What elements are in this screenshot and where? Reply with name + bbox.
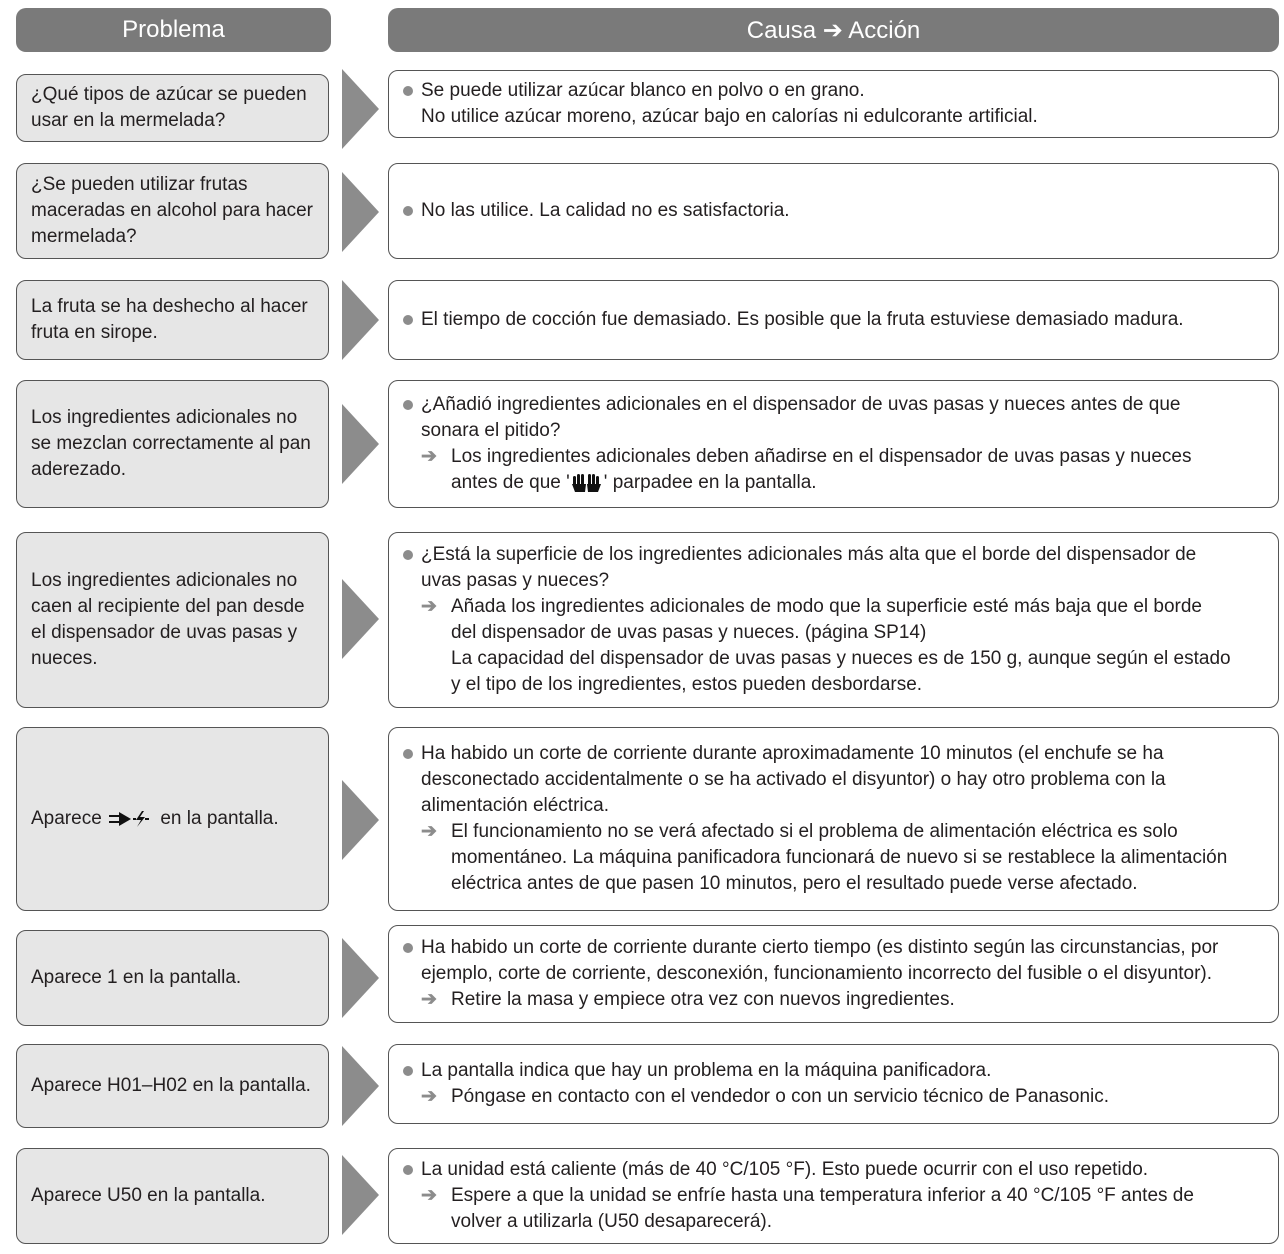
arrow-right-icon: ➔ [421,596,437,617]
problem-column-header: Problema [16,8,331,52]
action-text: Póngase en contacto con el vendedor o con un servicio técnico de Panasonic. [451,1086,1110,1107]
action-line [401,987,1264,1013]
chevron-right-arrow-icon [342,69,379,149]
action-text: Los ingredientes adicionales deben añadirse en el dispensador de uvas pasas y nueces [451,446,1192,467]
chevron-right-arrow-icon [342,1155,379,1235]
problem-cell-5 [16,532,329,708]
chevron-right-arrow-icon [342,1046,379,1126]
chevron-right-arrow-icon [342,280,379,360]
cause-bullet: Ha habido un corte de corriente durante aproximadamente 10 minutos (el enchufe se ha [401,741,1264,767]
action-text: Retire la masa y empiece otra vez con nuevos ingredientes. [451,989,955,1010]
problem-text: Aparece U50 en la pantalla. [31,1185,266,1206]
problem-cell-7 [16,930,329,1026]
cause-cell-6 [388,727,1279,911]
action-line [401,594,1264,620]
cause-bullet: No las utilice. La calidad no es satisfactoria. [401,198,1264,224]
cause-line: desconectado accidentalmente o se ha activado el disyuntor) o hay otro problema con la [421,769,1166,790]
chevron-right-arrow-icon [342,404,379,484]
action-text: ' parpadee en la pantalla. [603,472,817,493]
action-line [401,819,1264,845]
cause-bullet: ¿Añadió ingredientes adicionales en el dispensador de uvas pasas y nueces antes de que [401,392,1264,418]
cause-cell-8 [388,1044,1279,1124]
hands-icon [570,472,604,494]
action-line: eléctrica antes de que pasen 10 minutos, pero el resultado puede verse afectado. [451,873,1138,894]
cause-line: sonara el pitido? [421,420,561,441]
action-line [401,470,1264,496]
chevron-right-arrow-icon [342,172,379,252]
problem-text: Aparece 1 en la pantalla. [31,967,242,988]
action-line [401,444,1264,470]
problem-text-after: en la pantalla. [160,808,279,829]
cause-cell-4 [388,380,1279,508]
arrow-right-icon: ➔ [421,1185,437,1206]
cause-line: No utilice azúcar moreno, azúcar bajo en calorías ni edulcorante artificial. [421,106,1038,127]
cause-bullet: Se puede utilizar azúcar blanco en polvo o en grano. [401,78,1264,104]
cause-line: uvas pasas y nueces? [421,570,610,591]
problem-text [31,806,279,832]
action-text: Espere a que la unidad se enfríe hasta una temperatura inferior a 40 °C/105 °F antes de [451,1185,1194,1206]
cause-cell-1 [388,70,1279,138]
arrow-right-icon: ➔ [421,821,437,842]
problem-text: Aparece H01–H02 en la pantalla. [31,1075,311,1096]
arrow-right-icon: ➔ [421,1086,437,1107]
action-line [401,1183,1264,1209]
cause-cell-3 [388,280,1279,360]
action-line: momentáneo. La máquina panificadora funcionará de nuevo si se restablece la alimentación [451,847,1228,868]
problem-text: Los ingredientes adicionales no se mezclan correctamente al pan aderezado. [31,407,311,480]
action-line: del dispensador de uvas pasas y nueces. (página SP14) [451,622,927,643]
cause-bullet: El tiempo de cocción fue demasiado. Es posible que la fruta estuviese demasiado madura. [401,307,1264,333]
problem-cell-9 [16,1148,329,1244]
cause-line: ejemplo, corte de corriente, desconexión, funcionamiento incorrecto del fusible o el disyuntor). [421,963,1213,984]
cause-bullet: Ha habido un corte de corriente durante cierto tiempo (es distinto según las circunstancias, por [401,935,1264,961]
cause-cell-2 [388,163,1279,259]
arrow-right-icon: ➔ [421,446,437,467]
cause-line: alimentación eléctrica. [421,795,609,816]
action-line: volver a utilizarla (U50 desaparecerá). [451,1211,773,1232]
problem-cell-3 [16,280,329,360]
action-text: Añada los ingredientes adicionales de modo que la superficie esté más baja que el borde [451,596,1202,617]
cause-bullet: La pantalla indica que hay un problema en la máquina panificadora. [401,1058,1264,1084]
arrow-right-icon: ➔ [421,989,437,1010]
cause-column-header: Causa ➔ Acción [388,8,1279,52]
problem-cell-4 [16,380,329,508]
problem-text: ¿Se pueden utilizar frutas maceradas en alcohol para hacer mermelada? [31,174,314,247]
chevron-right-arrow-icon [342,579,379,659]
action-line: y el tipo de los ingredientes, estos pueden desbordarse. [451,674,923,695]
action-line: La capacidad del dispensador de uvas pasas y nueces es de 150 g, aunque según el estado [451,648,1231,669]
problem-text: ¿Qué tipos de azúcar se pueden usar en la mermelada? [31,84,307,131]
cause-bullet: La unidad está caliente (más de 40 °C/105 °F). Esto puede ocurrir con el uso repetido. [401,1157,1264,1183]
power-interruption-icon [107,810,155,828]
problem-text-before: Aparece [31,808,102,829]
problem-cell-8 [16,1044,329,1128]
cause-cell-9 [388,1148,1279,1244]
problem-text: La fruta se ha deshecho al hacer fruta en sirope. [31,296,308,343]
action-line [401,1084,1264,1110]
chevron-right-arrow-icon [342,780,379,860]
problem-text: Los ingredientes adicionales no caen al recipiente del pan desde el dispensador de uvas pasas y nueces. [31,570,305,669]
cause-bullet: ¿Está la superficie de los ingredientes adicionales más alta que el borde del dispensador de [401,542,1264,568]
problem-cell-6 [16,727,329,911]
problem-cell-1 [16,74,329,142]
cause-cell-5 [388,532,1279,708]
cause-cell-7 [388,925,1279,1023]
chevron-right-arrow-icon [342,938,379,1018]
problem-cell-2 [16,163,329,259]
action-text: El funcionamiento no se verá afectado si el problema de alimentación eléctrica es solo [451,821,1178,842]
action-text: antes de que ' [451,472,570,493]
